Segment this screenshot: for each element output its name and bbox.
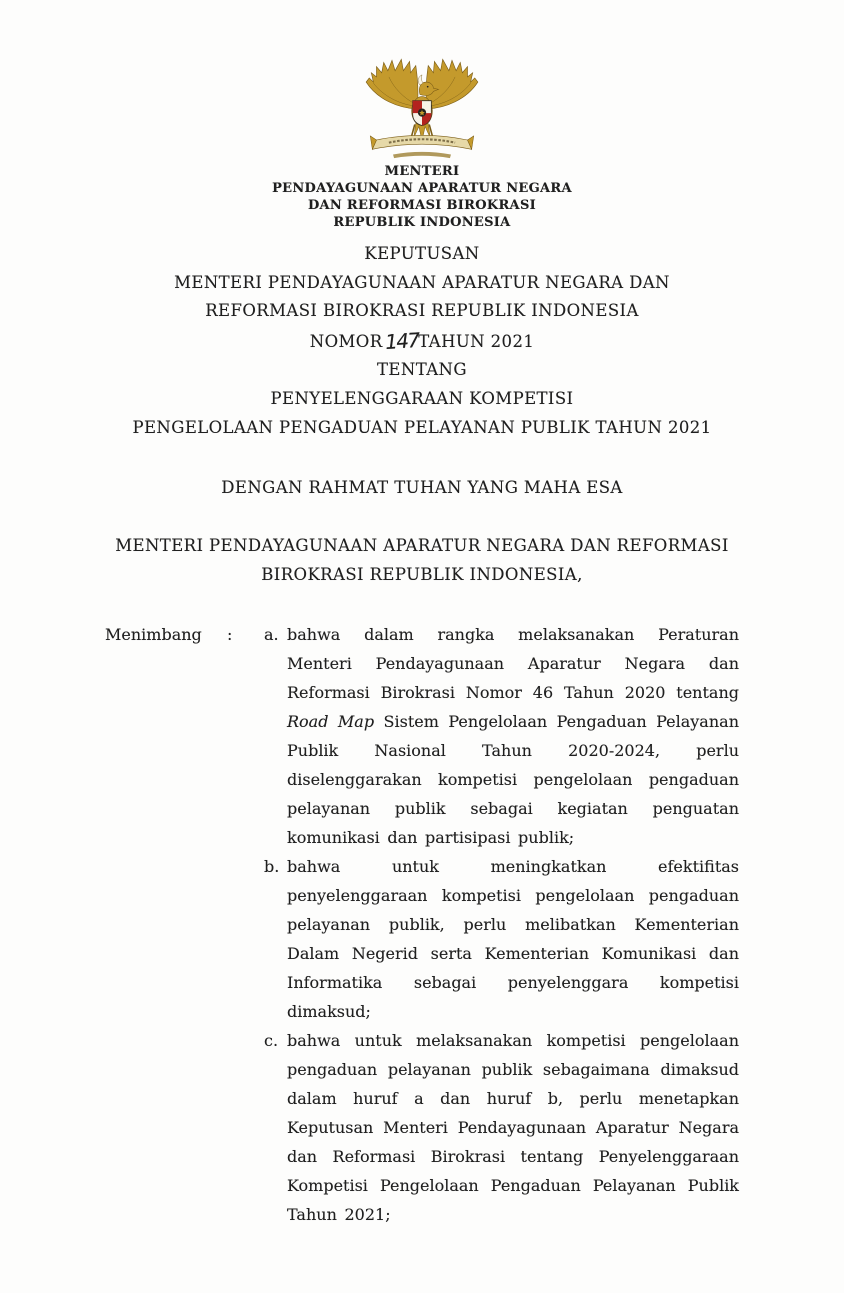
bhinneka-banner (370, 135, 473, 158)
consideration-marker-a: a. (264, 625, 279, 644)
consideration-a-segment-before: bahwa dalam rangka melaksanakan Peraturan Menteri Pendayagunaan Aparatur Negara dan Reformasi Birokrasi Nomor 46 Tahun 2020 tentang (287, 625, 739, 702)
decree-title (105, 240, 739, 442)
decree-number-suffix: TAHUN 2021 (418, 331, 535, 351)
consideration-a-segment-after: Sistem Pengelolaan Pengaduan Pelayanan Publik Nasional Tahun 2020-2024, perlu diselenggarakan kompetisi pengelolaan pengaduan pelayanan publik sebagai kegiatan penguatan komunikasi dan partisipasi publik; (287, 712, 739, 847)
considerations-section (105, 620, 739, 1229)
consideration-marker-b: b. (264, 857, 280, 876)
road-map-italic: Road Map (287, 712, 375, 731)
consideration-item-b (264, 852, 739, 1026)
garuda-pancasila-emblem (362, 58, 482, 162)
decree-number-handwritten: 147 (383, 327, 420, 354)
decree-subject-line1: PENYELENGGARAAN KOMPETISI (270, 388, 574, 408)
decree-tentang: TENTANG (377, 360, 467, 380)
considerations-list (264, 620, 739, 1229)
consideration-item-a (264, 620, 739, 852)
pancasila-shield (413, 101, 432, 126)
decree-title-minister-line1: MENTERI PENDAYAGUNAAN APARATUR NEGARA DAN (174, 272, 670, 292)
letterhead-line-republic: REPUBLIK INDONESIA (333, 215, 511, 230)
letterhead-line-minister: MENTERI (384, 164, 460, 179)
letterhead-line-ministry-1: PENDAYAGUNAAN APARATUR NEGARA (272, 181, 572, 196)
consideration-item-c (264, 1026, 739, 1229)
invocation-text: DENGAN RAHMAT TUHAN YANG MAHA ESA (221, 478, 623, 497)
authority-line1: MENTERI PENDAYAGUNAAN APARATUR NEGARA DAN REFORMASI (115, 536, 729, 555)
consideration-marker-c: c. (264, 1031, 279, 1050)
decree-title-keputusan: KEPUTUSAN (364, 244, 480, 263)
authority (105, 531, 739, 589)
garuda-right-wing (426, 59, 478, 109)
authority-line2: BIROKRASI REPUBLIK INDONESIA, (261, 565, 583, 584)
decree-number-line (105, 326, 739, 357)
consideration-text-a (287, 620, 739, 852)
consideration-text-c: bahwa untuk melaksanakan kompetisi pengelolaan pengaduan pelayanan publik sebagaimana dimaksud dalam huruf a dan huruf b, perlu menetapkan Keputusan Menteri Pendayagunaan Aparatur Negara dan Reformasi Birokrasi tentang Penyelenggaraan Kompetisi Pengelolaan Pengaduan Pelayanan Publik Tahun 2021; (287, 1031, 739, 1224)
decree-subject-line2: PENGELOLAAN PENGADUAN PELAYANAN PUBLIK TAHUN 2021 (132, 417, 712, 437)
considerations-colon: : (227, 625, 233, 644)
decree-title-minister-line2: REFORMASI BIROKRASI REPUBLIK INDONESIA (205, 301, 639, 321)
garuda-left-wing (366, 59, 418, 109)
letterhead-line-ministry-2: DAN REFORMASI BIROKRASI (307, 198, 537, 213)
considerations-label: Menimbang (105, 625, 202, 644)
decree-number-prefix: NOMOR (309, 331, 383, 351)
letterhead (0, 163, 844, 231)
consideration-text-b: bahwa untuk meningkatkan efektifitas penyelenggaraan kompetisi pengelolaan pengaduan pelayanan publik, perlu melibatkan Kementerian Dalam Negerid serta Kementerian Komunikasi dan Informatika sebagai penyelenggara kompetisi dimaksud; (287, 857, 739, 1021)
invocation (105, 473, 739, 502)
